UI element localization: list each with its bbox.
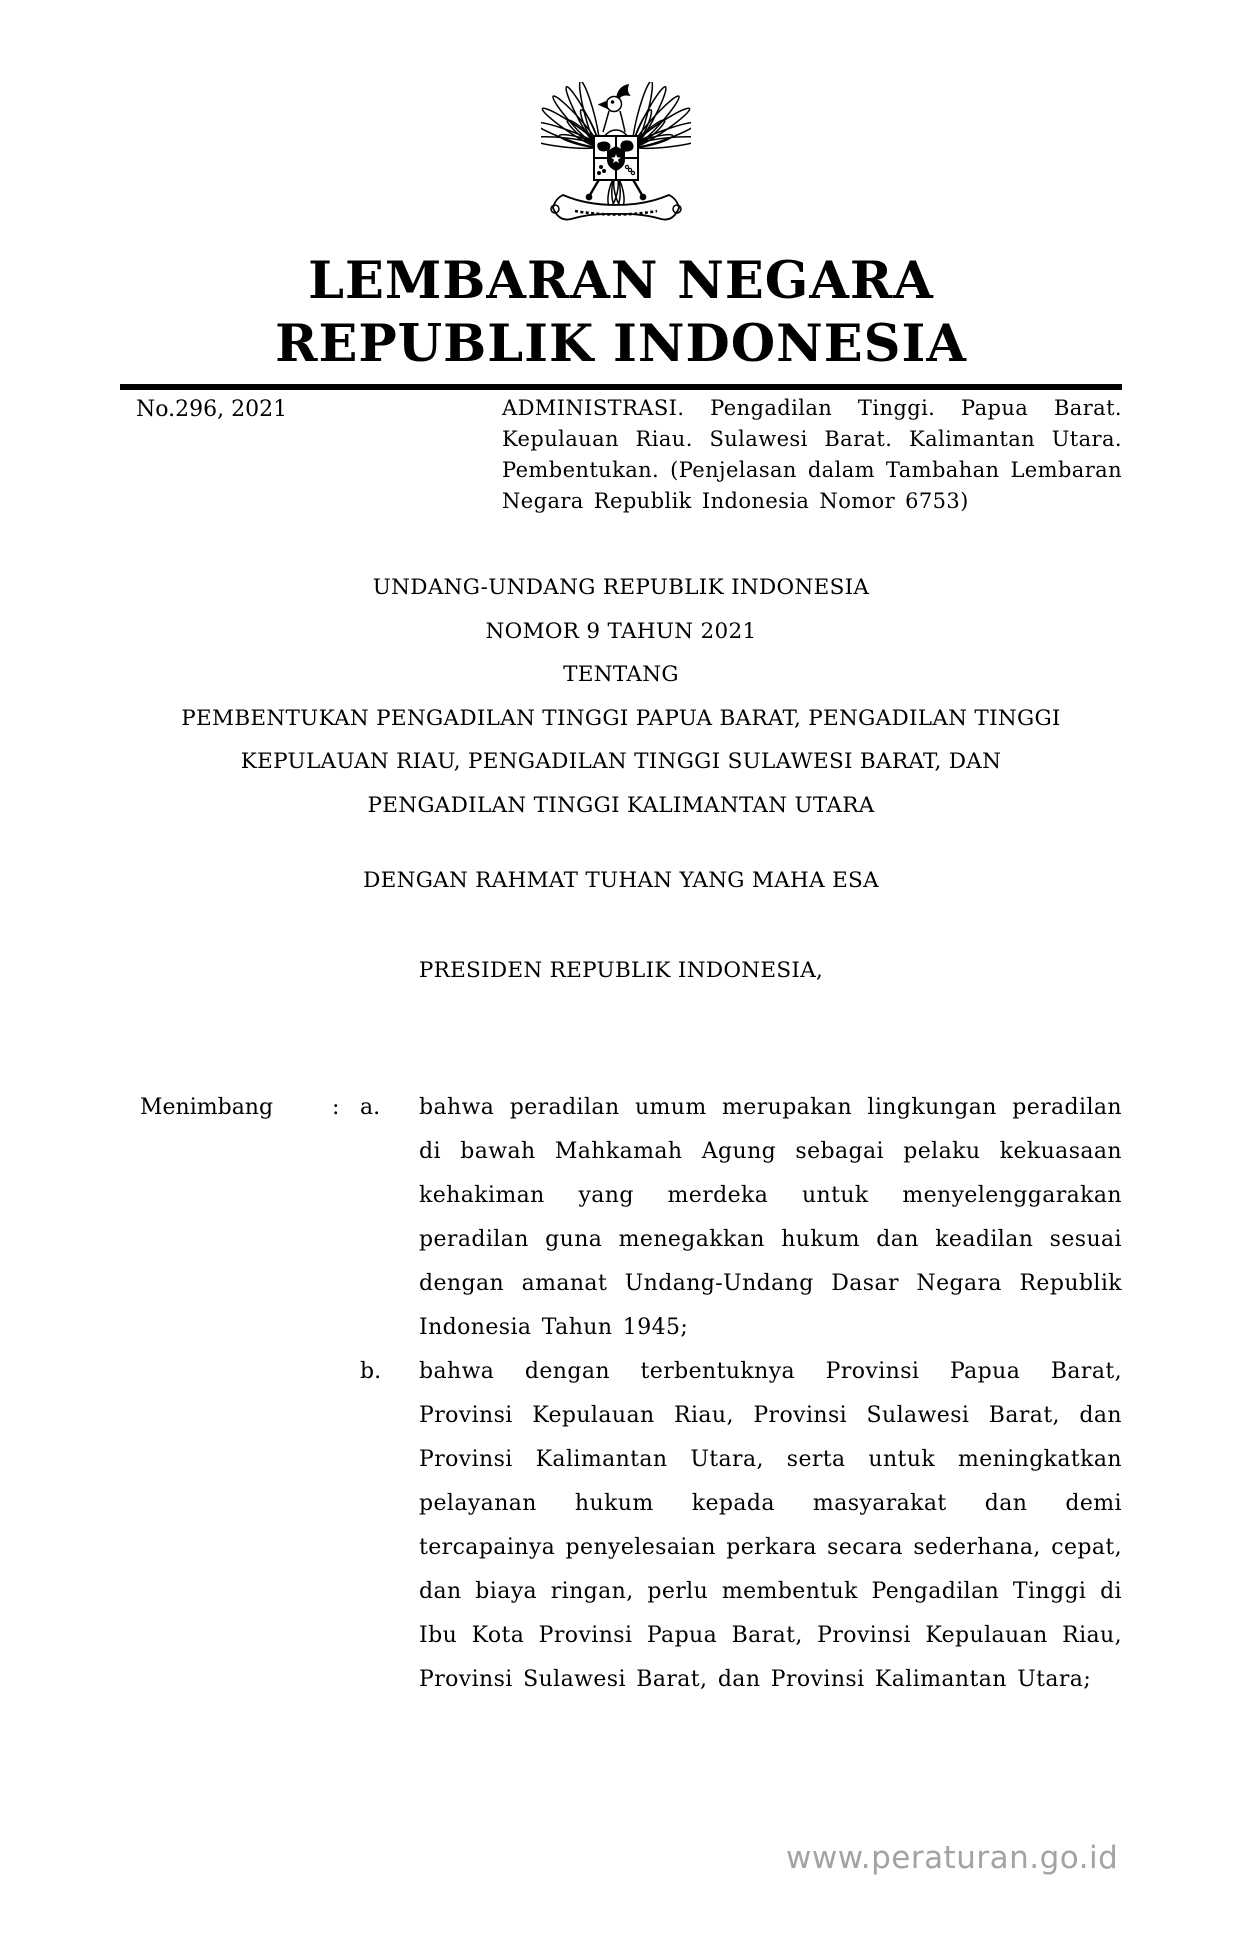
considerations-label: Menimbang [140,1095,274,1120]
law-title-line-2: NOMOR 9 TAHUN 2021 [485,618,757,644]
consideration-item-b-marker: b. [360,1359,382,1384]
law-title-block [120,566,1122,827]
gazette-number: No.296, 2021 [136,397,288,422]
gazette-subject: ADMINISTRASI. Pengadilan Tinggi. Papua Barat. Kepulauan Riau. Sulawesi Barat. Kalimantan Utara. Pembentukan. (Penjelasan dalam Tambahan Lembaran Negara Republik Indonesia Nomor 6753) [502,396,1122,513]
consideration-item-b [360,1350,1122,1702]
bull-symbol [597,142,610,152]
watermark-url: www.peraturan.go.id [786,1840,1119,1876]
considerations-section [140,1086,1122,1702]
garuda-pancasila-emblem [541,82,691,242]
law-title-line-4: PEMBENTUKAN PENGADILAN TINGGI PAPUA BARAT, PENGADILAN TINGGI [181,705,1061,731]
masthead-divider-rule [120,384,1122,390]
invocation-line: DENGAN RAHMAT TUHAN YANG MAHA ESA [363,868,879,893]
law-title-line-1: UNDANG-UNDANG REPUBLIK INDONESIA [372,575,870,600]
issuer-line: PRESIDEN REPUBLIK INDONESIA, [418,958,824,983]
masthead-title-line2: REPUBLIK INDONESIA [275,314,967,374]
law-title-line-6: PENGADILAN TINGGI KALIMANTAN UTARA [367,792,875,818]
consideration-item-a-text: bahwa peradilan umum merupakan lingkungan peradilan di bawah Mahkamah Agung sebagai pelaku kekuasaan kehakiman yang merdeka untuk menyelenggarakan peradilan guna menegakkan hukum dan keadilan sesuai dengan amanat Undang-Undang Dasar Negara Republik Indonesia Tahun 1945; [419,1095,1122,1340]
considerations-items [360,1086,1122,1702]
law-title-line-5: KEPULAUAN RIAU, PENGADILAN TINGGI SULAWESI BARAT, DAN [240,749,1002,774]
consideration-item-a-marker: a. [360,1095,381,1120]
masthead-title [120,250,1122,376]
masthead-title-line1: LEMBARAN NEGARA [308,251,934,311]
eagle-head [600,85,630,132]
considerations-separator: : [332,1095,340,1120]
consideration-item-b-text: bahwa dengan terbentuknya Provinsi Papua Barat, Provinsi Kepulauan Riau, Provinsi Sulawesi Barat, dan Provinsi Kalimantan Utara, serta untuk meningkatkan pelayanan hukum kepada masyarakat dan demi tercapainya penyelesaian perkara secara sederhana, cepat, dan biaya ringan, perlu membentuk Pengadilan Tinggi di Ibu Kota Provinsi Papua Barat, Provinsi Kepulauan Riau, Provinsi Sulawesi Barat, dan Provinsi Kalimantan Utara; [419,1359,1122,1692]
consideration-item-a [360,1086,1122,1350]
law-title-line-3: TENTANG [563,662,679,687]
